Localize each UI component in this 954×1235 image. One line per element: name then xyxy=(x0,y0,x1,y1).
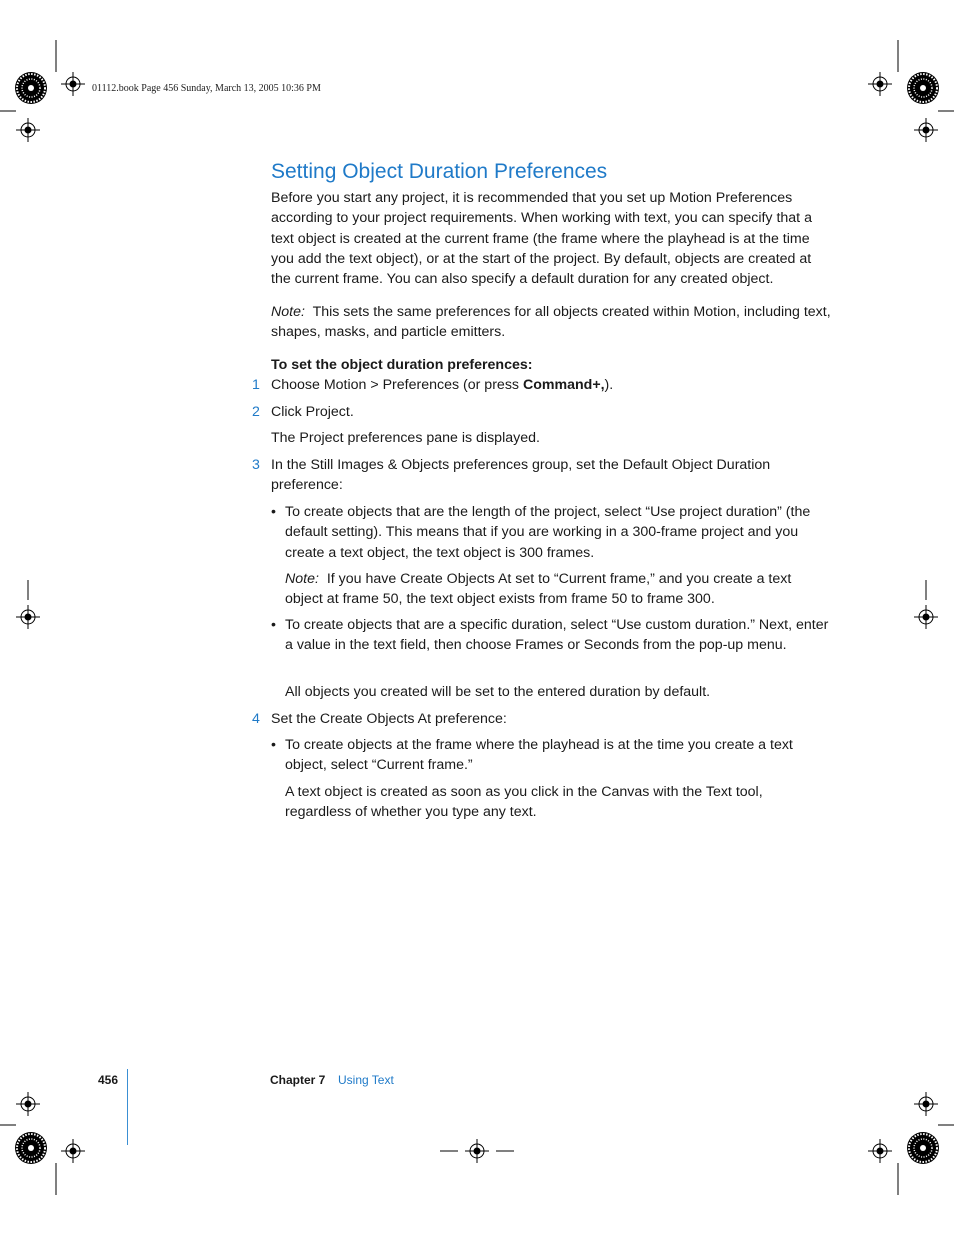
registration-mark xyxy=(16,1092,40,1116)
registration-mark xyxy=(61,1139,85,1163)
step-text: Click Project. xyxy=(271,404,354,420)
color-bar-target xyxy=(15,72,47,104)
note-text: This sets the same preferences for all objects created within Motion, including text, shapes, masks, and particle emitters. xyxy=(271,304,831,341)
registration-mark xyxy=(914,605,938,629)
registration-mark xyxy=(914,118,938,142)
task-heading: To set the object duration preferences: xyxy=(271,357,533,373)
bullet-result: A text object is created as soon as you click in the Canvas with the Text tool, regardless of whether you type any text. xyxy=(285,784,763,821)
step-number: 4 xyxy=(252,711,260,727)
step-number: 3 xyxy=(252,457,260,473)
registration-mark xyxy=(61,72,85,96)
step-text: Choose Motion > Preferences (or press Command+,). xyxy=(271,377,614,393)
keyboard-shortcut: Command+, xyxy=(522,377,605,393)
color-bar-target xyxy=(907,1132,939,1164)
print-slug: 01112.book Page 456 Sunday, March 13, 2005 10:36 PM xyxy=(92,83,321,94)
color-bar-target xyxy=(15,1132,47,1164)
registration-mark xyxy=(465,1139,489,1163)
bullet-icon: • xyxy=(271,504,276,520)
step-number: 2 xyxy=(252,404,260,420)
note-text: If you have Create Objects At set to “Current frame,” and you create a text object at frame 50, the text object exists from frame 50 to frame 300. xyxy=(285,571,792,608)
registration-mark xyxy=(868,72,892,96)
step-text: In the Still Images & Objects preferences group, set the Default Object Duration preference: xyxy=(271,457,771,494)
note-paragraph xyxy=(285,569,830,610)
registration-mark xyxy=(914,1092,938,1116)
registration-mark xyxy=(16,118,40,142)
bullet-text: To create objects at the frame where the playhead is at the time you create a text object, select “Current frame.” xyxy=(285,737,793,774)
footer-rule xyxy=(127,1069,128,1145)
bullet-icon: • xyxy=(271,617,276,633)
section-title: Setting Object Duration Preferences xyxy=(271,160,608,183)
note-label: Note: xyxy=(285,571,319,587)
note-paragraph xyxy=(271,302,831,343)
bullet-icon: • xyxy=(271,737,276,753)
chapter-label: Chapter 7 xyxy=(270,1073,326,1087)
page-number: 456 xyxy=(98,1073,119,1087)
color-bar-target xyxy=(907,72,939,104)
step-number: 1 xyxy=(252,377,260,393)
step-result: The Project preferences pane is displayed. xyxy=(271,430,540,446)
bullet-text: To create objects that are the length of the project, select “Use project duration” (the default setting). This means that if you are working in a 300-frame project and you create a text object, the text object is 300 frames. xyxy=(285,504,811,561)
registration-mark xyxy=(868,1139,892,1163)
bullet-result: All objects you created will be set to the entered duration by default. xyxy=(285,684,711,700)
step-text: Set the Create Objects At preference: xyxy=(271,711,507,727)
intro-paragraph: Before you start any project, it is recommended that you set up Motion Preferences according to your project requirements. When working with text, you can specify that a text object is created at the current frame (the frame where the playhead is at the time you add the text object), or at the start of the project. By default, objects are created at the current frame. You can also specify a default duration for any created object. xyxy=(271,190,812,288)
registration-mark xyxy=(16,605,40,629)
note-label: Note: xyxy=(271,304,305,320)
bullet-text: To create objects that are a specific duration, select “Use custom duration.” Next, enter a value in the text field, then choose Frames or Seconds from the pop-up menu. xyxy=(285,617,829,654)
chapter-title: Using Text xyxy=(338,1073,394,1087)
